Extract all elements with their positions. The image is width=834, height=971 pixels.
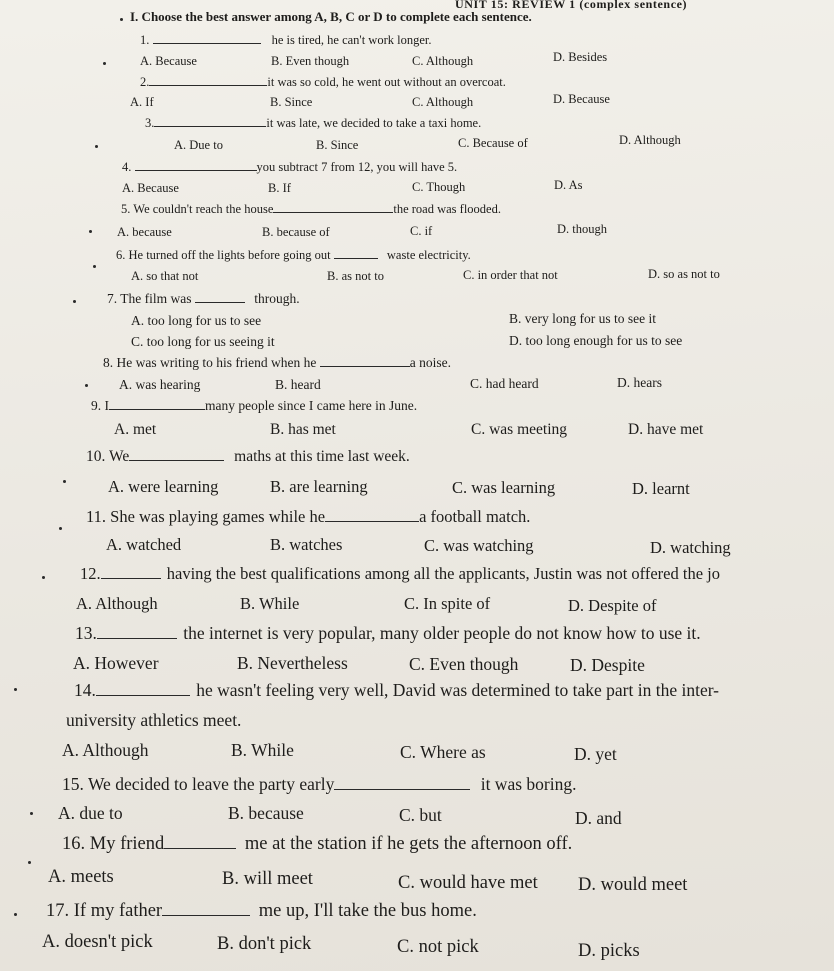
option-d[interactable]: D. would meet bbox=[578, 875, 688, 895]
question-text: a football match. bbox=[419, 507, 531, 526]
option-a[interactable]: A. so that not bbox=[131, 269, 199, 283]
option-d[interactable]: D. though bbox=[557, 222, 607, 236]
option-a[interactable]: A. Because bbox=[122, 181, 179, 195]
option-c[interactable]: C. would have met bbox=[398, 873, 538, 893]
option-b[interactable]: B. very long for us to see it bbox=[509, 311, 656, 326]
bullet-mark bbox=[28, 861, 31, 864]
question-text-before: He turned off the lights before going out bbox=[128, 248, 331, 262]
question-text: me up, I'll take the bus home. bbox=[258, 901, 477, 921]
option-c[interactable]: C. too long for us seeing it bbox=[131, 334, 275, 349]
option-a[interactable]: A. Due to bbox=[174, 138, 223, 152]
option-c[interactable]: C. if bbox=[410, 224, 433, 238]
option-d[interactable]: D. Because bbox=[553, 92, 610, 106]
option-c[interactable]: C. was watching bbox=[424, 536, 534, 555]
option-a[interactable]: A. were learning bbox=[108, 477, 219, 496]
answer-blank[interactable] bbox=[164, 847, 236, 849]
answer-blank[interactable] bbox=[325, 520, 419, 522]
option-d[interactable]: D. Despite of bbox=[568, 596, 657, 615]
question-number: 6. bbox=[116, 248, 126, 262]
question-text: it was late, we decided to take a taxi home. bbox=[266, 116, 482, 130]
question-number: 14. bbox=[74, 680, 96, 700]
bullet-mark bbox=[59, 527, 62, 530]
question-text: the road was flooded. bbox=[393, 202, 501, 216]
bullet-mark bbox=[42, 576, 45, 579]
answer-blank[interactable] bbox=[320, 365, 410, 367]
bullet-mark bbox=[85, 384, 88, 387]
question-stem bbox=[62, 774, 576, 795]
option-c[interactable]: C. Where as bbox=[400, 742, 486, 762]
question-text: waste electricity. bbox=[386, 248, 471, 262]
question-stem bbox=[80, 564, 720, 584]
option-d[interactable]: D. so as not to bbox=[648, 267, 720, 281]
question-text: a noise. bbox=[409, 355, 451, 370]
unit-title: UNIT 15: REVIEW 1 (complex sentence) bbox=[455, 0, 688, 11]
option-c[interactable]: C. Because of bbox=[458, 136, 528, 150]
question-number: 5. bbox=[121, 202, 131, 216]
question-text: the internet is very popular, many older people do not know how to use it. bbox=[183, 623, 701, 643]
question-number: 7. bbox=[107, 291, 118, 306]
question-number: 16. bbox=[62, 834, 86, 854]
answer-blank[interactable] bbox=[97, 637, 177, 639]
question-stem bbox=[86, 448, 410, 466]
option-a[interactable]: A. Although bbox=[76, 594, 158, 613]
option-b[interactable]: B. don't pick bbox=[217, 934, 312, 954]
option-d[interactable]: D. As bbox=[554, 178, 583, 192]
option-a[interactable]: A. doesn't pick bbox=[42, 932, 153, 952]
answer-blank[interactable] bbox=[273, 211, 393, 213]
option-c[interactable]: C. Although bbox=[412, 95, 474, 109]
bullet-mark bbox=[73, 300, 76, 303]
option-a[interactable]: A. met bbox=[114, 421, 157, 438]
question-number: 2. bbox=[140, 75, 150, 89]
question-text: many people since I came here in June. bbox=[205, 398, 418, 413]
answer-blank[interactable] bbox=[101, 577, 161, 579]
option-b[interactable]: B. because bbox=[228, 803, 304, 823]
option-b[interactable]: B. has met bbox=[270, 421, 336, 438]
option-b[interactable]: B. If bbox=[268, 181, 291, 195]
question-text: it was so cold, he went out without an overcoat. bbox=[267, 75, 506, 89]
answer-blank[interactable] bbox=[195, 301, 245, 303]
answer-blank[interactable] bbox=[162, 914, 250, 916]
question-stem bbox=[107, 291, 300, 307]
question-text-before: I bbox=[104, 398, 109, 413]
question-stem bbox=[46, 901, 477, 922]
answer-blank[interactable] bbox=[334, 257, 378, 259]
question-stem bbox=[86, 507, 530, 527]
question-number: 15. bbox=[62, 774, 84, 794]
option-d[interactable]: D. watching bbox=[650, 538, 731, 557]
option-b[interactable]: B. Since bbox=[316, 138, 359, 152]
bullet-mark bbox=[95, 145, 98, 148]
option-c[interactable]: C. Even though bbox=[409, 654, 519, 674]
bullet-mark bbox=[93, 265, 96, 268]
question-text-before: If my father bbox=[73, 901, 163, 921]
option-a[interactable]: A. too long for us to see bbox=[131, 313, 262, 328]
option-b[interactable]: B. watches bbox=[270, 535, 343, 554]
answer-blank[interactable] bbox=[135, 169, 257, 171]
question-text-before: My friend bbox=[89, 834, 165, 854]
option-b[interactable]: B. While bbox=[240, 594, 300, 613]
question-stem bbox=[145, 116, 481, 131]
question-stem bbox=[140, 75, 506, 90]
question-stem bbox=[122, 160, 457, 175]
option-c[interactable]: C. Though bbox=[412, 180, 466, 194]
bullet-mark bbox=[89, 230, 92, 233]
option-a[interactable]: A. was hearing bbox=[119, 377, 201, 392]
answer-blank[interactable] bbox=[129, 459, 224, 461]
question-text-before: The film was bbox=[120, 291, 192, 306]
option-a[interactable]: A. Although bbox=[62, 740, 149, 760]
question-number: 3. bbox=[145, 116, 155, 130]
question-text: he wasn't feeling very well, David was determined to take part in the inter- bbox=[196, 680, 720, 700]
option-b[interactable]: B. because of bbox=[262, 225, 330, 239]
option-d[interactable]: D. Although bbox=[619, 133, 681, 147]
question-text: you subtract 7 from 12, you will have 5. bbox=[256, 160, 458, 174]
option-a[interactable]: A. Because bbox=[140, 54, 197, 68]
question-continuation: university athletics meet. bbox=[66, 710, 242, 730]
option-b[interactable]: B. are learning bbox=[270, 477, 368, 496]
question-text: it was boring. bbox=[480, 774, 577, 794]
option-b[interactable]: B. While bbox=[231, 740, 294, 760]
option-d[interactable]: D. too long enough for us to see bbox=[509, 333, 683, 348]
question-number: 1. bbox=[140, 33, 150, 47]
question-text-before: We couldn't reach the house bbox=[133, 202, 274, 216]
answer-blank[interactable] bbox=[153, 42, 261, 44]
option-b[interactable]: B. as not to bbox=[327, 269, 384, 283]
question-text: through. bbox=[254, 291, 300, 306]
option-c[interactable]: C. was meeting bbox=[471, 421, 567, 438]
option-b[interactable]: B. heard bbox=[275, 377, 321, 392]
bullet-mark bbox=[63, 480, 66, 483]
bullet-mark bbox=[103, 62, 106, 65]
question-text-before: He was writing to his friend when he bbox=[116, 355, 317, 370]
option-c[interactable]: C. but bbox=[399, 805, 442, 825]
question-number: 9. bbox=[91, 398, 102, 413]
question-stem bbox=[116, 248, 471, 263]
option-b[interactable]: B. will meet bbox=[222, 869, 313, 889]
question-number: 13. bbox=[75, 623, 97, 643]
question-text: me at the station if he gets the afternoon off. bbox=[244, 834, 573, 854]
option-a[interactable]: A. If bbox=[130, 95, 154, 109]
instruction-heading: I. Choose the best answer among A, B, C or D to complete each sentence. bbox=[130, 9, 532, 24]
answer-blank[interactable] bbox=[149, 84, 267, 86]
answer-blank[interactable] bbox=[109, 408, 205, 410]
question-stem bbox=[103, 355, 451, 371]
question-stem bbox=[140, 33, 431, 48]
question-number: 8. bbox=[103, 355, 114, 370]
option-d[interactable]: D. picks bbox=[578, 941, 640, 961]
option-d[interactable]: D. and bbox=[575, 808, 622, 828]
option-a[interactable]: A. due to bbox=[58, 803, 123, 823]
option-c[interactable]: C. Although bbox=[412, 54, 474, 68]
question-number: 12. bbox=[80, 564, 101, 583]
bullet-mark bbox=[30, 812, 33, 815]
option-c[interactable]: C. had heard bbox=[470, 376, 539, 391]
option-d[interactable]: D. hears bbox=[617, 375, 662, 390]
question-text-before: She was playing games while he bbox=[110, 507, 326, 526]
question-stem bbox=[74, 680, 719, 701]
bullet-mark bbox=[14, 913, 17, 916]
option-c[interactable]: C. was learning bbox=[452, 478, 556, 497]
option-d[interactable]: D. yet bbox=[574, 744, 617, 764]
option-a[interactable]: A. meets bbox=[48, 867, 114, 887]
option-d[interactable]: D. have met bbox=[628, 421, 704, 438]
question-number: 17. bbox=[46, 901, 70, 921]
option-a[interactable]: A. However bbox=[73, 653, 159, 673]
question-stem bbox=[121, 202, 501, 217]
option-b[interactable]: B. Since bbox=[270, 95, 313, 109]
option-d[interactable]: D. Besides bbox=[553, 50, 608, 64]
option-c[interactable]: C. In spite of bbox=[404, 594, 491, 613]
question-number: 11. bbox=[86, 507, 107, 526]
option-a[interactable]: A. watched bbox=[106, 535, 182, 554]
question-text: maths at this time last week. bbox=[234, 448, 410, 465]
bullet-mark bbox=[120, 18, 123, 21]
question-text-before: We decided to leave the party early bbox=[87, 774, 335, 794]
option-b[interactable]: B. Nevertheless bbox=[237, 653, 348, 673]
question-number: 4. bbox=[122, 160, 132, 174]
option-d[interactable]: D. learnt bbox=[632, 479, 690, 498]
question-number: 10. bbox=[86, 448, 106, 465]
option-a[interactable]: A. because bbox=[117, 225, 172, 239]
option-b[interactable]: B. Even though bbox=[271, 54, 350, 68]
question-text: having the best qualifications among all the applicants, Justin was not offered the jo bbox=[166, 564, 720, 583]
question-stem bbox=[75, 623, 701, 644]
question-text: he is tired, he can't work longer. bbox=[271, 33, 432, 47]
option-c[interactable]: C. not pick bbox=[397, 937, 479, 957]
question-stem bbox=[91, 398, 417, 414]
bullet-mark bbox=[14, 688, 17, 691]
question-stem bbox=[62, 834, 572, 855]
answer-blank[interactable] bbox=[334, 788, 470, 790]
answer-blank[interactable] bbox=[96, 694, 190, 696]
answer-blank[interactable] bbox=[154, 125, 266, 127]
option-c[interactable]: C. in order that not bbox=[463, 268, 558, 282]
question-text-before: We bbox=[108, 448, 130, 465]
option-d[interactable]: D. Despite bbox=[570, 655, 645, 675]
